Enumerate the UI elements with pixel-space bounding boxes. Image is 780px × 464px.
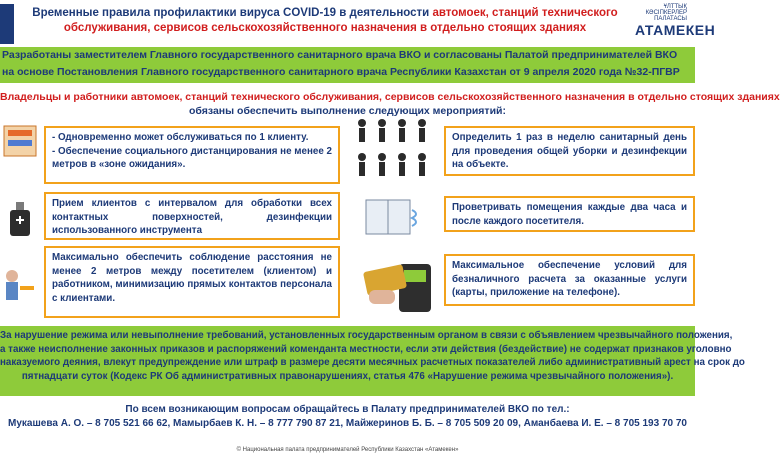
intro-band: [0, 47, 695, 83]
measure-client-interval: Прием клиентов с интервалом для обработки всех контактных поверхностей, дезинфекции использованного инструмента: [44, 192, 340, 240]
page-title: [20, 6, 630, 36]
waiting-area-icon: [2, 120, 38, 162]
intro-line2: на основе Постановления Главного государственного санитарного врача Республики Казахстан от 9 апреля 2020 года №32-ПГВР: [2, 66, 680, 78]
footer-copyright: © Национальная палата предпринимателей Республики Казахстан «Атамекен»: [236, 447, 459, 453]
warning-line2: а также неисполнение законных приказов и распоряжений коменданта местности, если эти действия (бездействие) не содержат признаков уголовно: [0, 343, 732, 355]
card-payment-icon: [357, 250, 439, 318]
contacts-line2: Мукашева А. О. – 8 705 521 66 62, Мамырбаев К. Н. – 8 777 790 87 21, Майжеринов Б. Б. – 8 705 509 20 09, Аманбаева И. Е. – 8 705 193 70 70: [8, 418, 687, 429]
contacts-block: [0, 403, 695, 431]
atameken-logo: [635, 4, 716, 44]
measure-one-client: - Одновременно может обслуживаться по 1 клиенту. - Обеспечение социального дистанцирования не менее 2 метров в «зоне ожидания».: [44, 126, 340, 184]
measure-distance: Максимально обеспечить соблюдение расстояния не менее 2 метров между посетителем (клиентом) и работником, минимизацию прямых контактов персонала с клиентами.: [44, 246, 340, 318]
logo-caption: ҰЛТТЫҚ КӘСІПКЕРЛЕР ПАЛАТАСЫ: [645, 4, 687, 22]
disinfectant-icon: [2, 200, 36, 240]
intro-line1: Разработаны заместителем Главного государственного санитарного врача ВКО и согласованы Палатой предпринимателей ВКО: [2, 49, 678, 61]
warning-line4: пятнадцати суток (Кодекс РК Об административных правонарушениях, статья 476 «Нарушение режима чрезвычайного положения»).: [21, 370, 674, 382]
title-part2: автомоек, станций технического обслуживания, сервисов сельскохозяйственного назначения в отдельно стоящих зданиях: [63, 7, 618, 34]
logo-brand: АТАМЕКЕН: [635, 22, 716, 38]
warning-line1: За нарушение режима или невыполнение требований, установленных государственным органом в связи с объявлением чрезвычайного положения,: [0, 330, 733, 341]
measures-subtitle: [0, 90, 780, 118]
cleaning-staff-icon: [352, 115, 432, 187]
warning-band: [0, 326, 745, 396]
contacts-line1: По всем возникающим вопросам обращайтесь в Палату предпринимателей ВКО по тел.:: [125, 404, 570, 415]
subtitle-line1: Владельцы и работники автомоек, станций технического обслуживания, сервисов сельскохозяйственного назначения в отдельно стоящих зданиях: [0, 91, 780, 103]
warning-line3: наказуемого деяния, влекут предупреждение или штраф в размере десяти месячных расчетных показателей либо административный арест на срок до: [0, 357, 745, 368]
measure-ventilation: Проветривать помещения каждые два часа и после каждого посетителя.: [444, 196, 695, 232]
title-part1: Временные правила профилактики вируса COVID-19 в деятельности: [32, 7, 430, 19]
subtitle-line2: обязаны обеспечить выполнение следующих мероприятий:: [189, 105, 506, 117]
measure-sanitary-day: Определить 1 раз в неделю санитарный день для проведения общей уборки и дезинфекции на объекте.: [444, 126, 695, 176]
left-logo: [0, 4, 14, 44]
measure-cashless: Максимальное обеспечение условий для безналичного расчета за оказанные услуги (карты, приложение на телефоне).: [444, 254, 695, 306]
distance-icon: [0, 262, 36, 306]
window-ventilation-icon: [362, 196, 428, 240]
header: [0, 0, 716, 46]
